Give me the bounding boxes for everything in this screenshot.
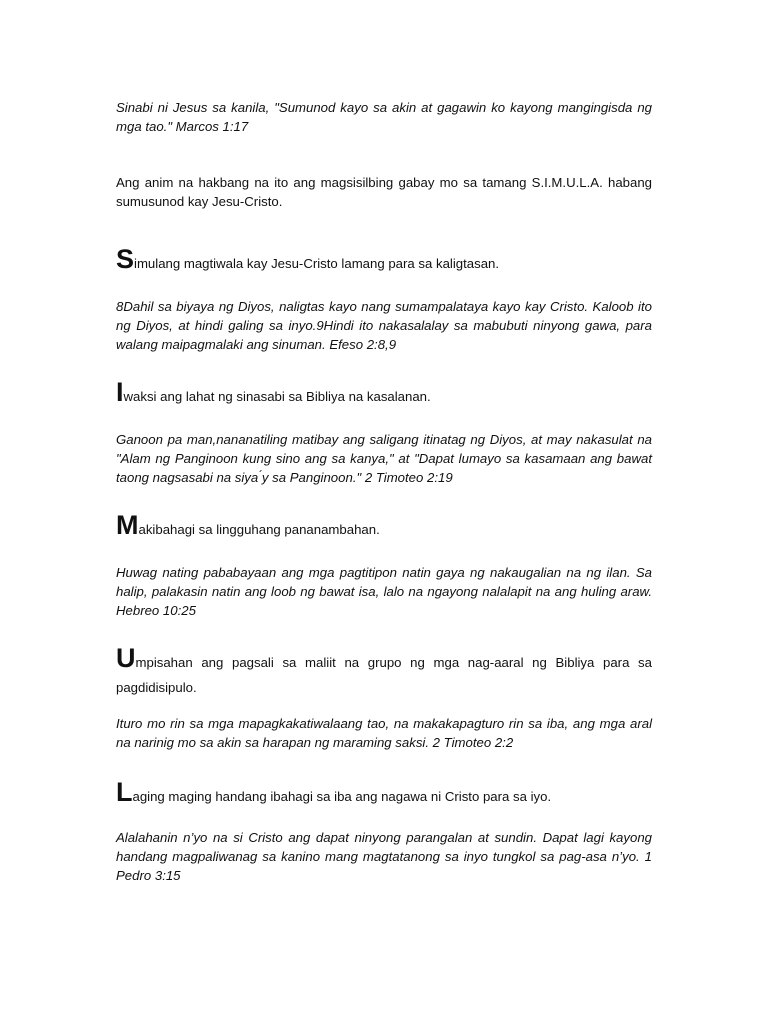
step-verse-m: Huwag nating pababayaan ang mga pagtitipon natin gaya ng nakaugalian na ng ilan. Sa halip, palakasin natin ang loob ng bawat isa, lalo na ngayong nalalapit na ang huling araw. Hebreo 10:25 [116, 565, 652, 618]
step-heading-text: akibahagi sa lingguhang pananambahan. [138, 522, 380, 537]
drop-cap: U [116, 643, 136, 673]
step-verse-s: 8Dahil sa biyaya ng Diyos, naligtas kayo nang sumampalataya kayo kay Cristo. Kaloob ito ng Diyos, at hindi galing sa inyo.9Hindi ito nakasalalay sa mabubuti ninyong gawa, para walang maipagmalaki ang sinuman. Efeso 2:8,9 [116, 299, 652, 352]
step-heading-text: imulang magtiwala kay Jesu-Cristo lamang para sa kaligtasan. [134, 256, 500, 271]
step-verse-l: Alalahanin n’yo na si Cristo ang dapat ninyong parangalan at sundin. Dapat lagi kayong handang magpaliwanag sa kanino mang magtatanong sa inyo tungkol sa pag-asa n’yo. 1 Pedro 3:15 [116, 830, 652, 883]
step-heading-s [116, 244, 652, 274]
step-heading-text: mpisahan ang pagsali sa maliit na grupo ng mga nag-aaral ng Bibliya para sa pagdidisipulo. [116, 655, 652, 695]
drop-cap: L [116, 777, 133, 807]
step-heading-u [116, 643, 652, 700]
drop-cap: I [116, 377, 124, 407]
drop-cap: M [116, 510, 139, 540]
step-heading-text: aging maging handang ibahagi sa iba ang nagawa ni Cristo para sa iyo. [132, 789, 552, 804]
step-heading-l [116, 777, 652, 807]
step-verse-u: Ituro mo rin sa mga mapagkakatiwalaang tao, na makakapagturo rin sa iba, ang mga aral na narinig mo sa akin sa harapan ng maraming saksi. 2 Timoteo 2:2 [116, 716, 652, 750]
step-heading-text: waksi ang lahat ng sinasabi sa Bibliya na kasalanan. [123, 389, 431, 404]
step-heading-i [116, 377, 652, 407]
intro-text: Ang anim na hakbang na ito ang magsisilbing gabay mo sa tamang S.I.M.U.L.A. habang sumusunod kay Jesu-Cristo. [116, 175, 652, 209]
step-heading-m [116, 510, 652, 540]
step-verse-i: Ganoon pa man,nananatiling matibay ang saligang itinatag ng Diyos, at may nakasulat na "Alam ng Panginoon kung sino ang sa kanya," at "Dapat lumayo sa kasamaan ang bawat taong nagsasabi na siya ́y sa Panginoon." 2 Timoteo 2:19 [116, 432, 652, 485]
intro-verse: Sinabi ni Jesus sa kanila, "Sumunod kayo sa akin at gagawin ko kayong mangingisda ng mga tao." Marcos 1:17 [116, 100, 652, 134]
drop-cap: S [116, 244, 135, 274]
